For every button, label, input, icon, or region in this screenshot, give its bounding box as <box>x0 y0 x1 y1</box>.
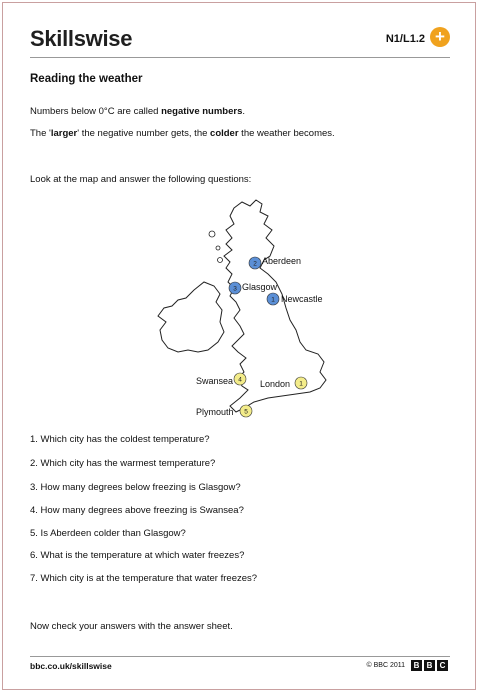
swansea-marker-number: 4 <box>238 376 242 384</box>
island <box>209 231 215 237</box>
level-code: N1/L1.2 <box>385 33 425 45</box>
island <box>216 246 220 250</box>
island <box>218 258 223 263</box>
uk-map <box>150 190 350 420</box>
instruction-text: Look at the map and answer the following questions: <box>30 174 252 185</box>
question-5: 5. Is Aberdeen colder than Glasgow? <box>30 528 186 539</box>
intro-line-2: The 'larger' the negative number gets, the colder the weather becomes. <box>30 128 335 139</box>
question-3: 3. How many degrees below freezing is Glasgow? <box>30 482 241 493</box>
newcastle-label: Newcastle <box>281 294 323 304</box>
page-title: Reading the weather <box>30 73 143 85</box>
glasgow-label: Glasgow <box>242 282 278 292</box>
aberdeen-label: Aberdeen <box>262 256 302 266</box>
plus-icon[interactable]: + <box>430 27 450 47</box>
swansea-label: Swansea <box>196 376 234 386</box>
london-marker-number: 1 <box>299 380 303 388</box>
footer-divider <box>30 656 450 657</box>
intro-line-1: Numbers below 0°C are called negative numbers. <box>30 106 246 117</box>
bbc-logo-letter: B <box>424 660 435 671</box>
header-divider <box>30 57 450 58</box>
question-1: 1. Which city has the coldest temperature? <box>30 434 210 445</box>
london-label: London <box>260 379 291 389</box>
closing-text: Now check your answers with the answer sheet. <box>30 621 233 632</box>
footer-url[interactable]: bbc.co.uk/skillswise <box>30 661 112 671</box>
bbc-logo <box>411 660 448 671</box>
bbc-logo-letter: C <box>437 660 448 671</box>
question-7: 7. Which city is at the temperature that water freezes? <box>30 573 258 584</box>
plymouth-label: Plymouth <box>196 407 234 417</box>
question-4: 4. How many degrees above freezing is Swansea? <box>30 505 244 516</box>
plymouth-marker-number: 5 <box>244 408 248 416</box>
copyright-text: © BBC 2011 <box>366 662 405 669</box>
ireland-outline <box>158 282 224 352</box>
glasgow-marker-number: 3 <box>233 285 237 293</box>
bbc-logo-letter: B <box>411 660 422 671</box>
aberdeen-marker-number: 2 <box>253 260 257 268</box>
question-2: 2. Which city has the warmest temperature? <box>30 458 216 469</box>
skillswise-logo: Skillswise <box>30 26 133 51</box>
newcastle-marker-number: 1 <box>271 296 275 304</box>
question-6: 6. What is the temperature at which water freezes? <box>30 550 245 561</box>
